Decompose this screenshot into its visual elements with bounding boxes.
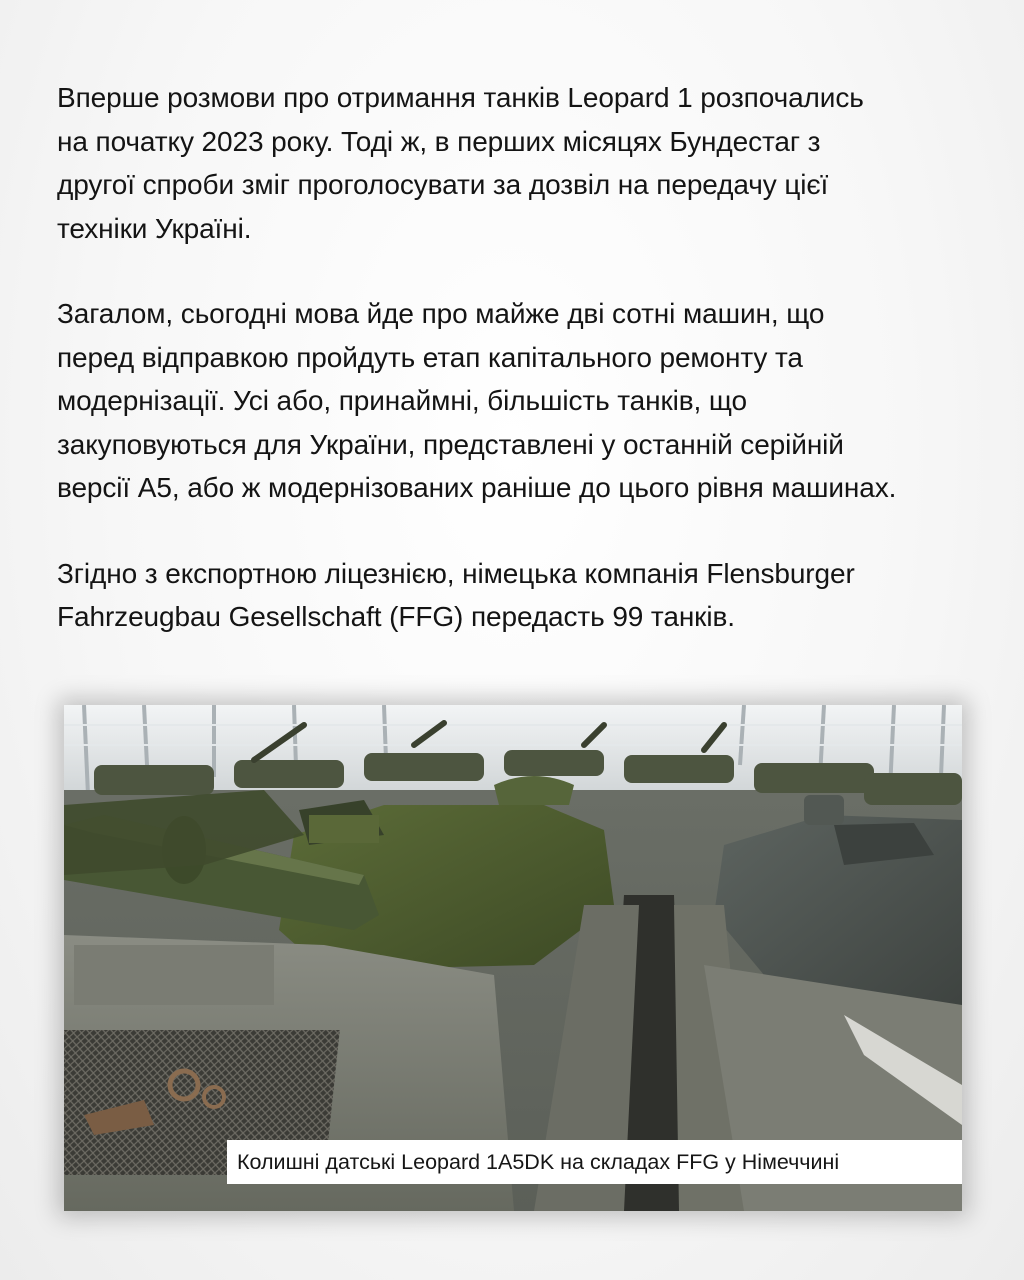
paragraph-export-license: Згідно з експортною ліцезнією, німецька компанія Flensburger Fahrzeugbau Gesellschaft (FFG) передасть 99 танків.	[57, 557, 855, 632]
paragraph-intro: Вперше розмови про отримання танків Leopard 1 розпочались на початку 2023 року. Тоді ж, в перших місяцях Бундестаг з другої спроби зміг проголосувати за дозвіл на передачу цієї техніки Україні.	[57, 82, 864, 244]
photo-illustration	[64, 705, 962, 1211]
paragraph-quantity: Загалом, сьогодні мова йде про майже дві сотні машин, що перед відправкою пройдуть етап капітального ремонту та модернізації. Усі або, принаймні, більшість танків, що закуповуються для України, представлені у останній серійній версії А5, або ж модернізованих раніше до цього рівня машинах.	[57, 298, 897, 503]
tank-warehouse-photo	[64, 705, 962, 1211]
article-body	[57, 76, 997, 681]
photo-caption: Колишні датські Leopard 1A5DK на складах FFG у Німеччині	[227, 1140, 962, 1184]
